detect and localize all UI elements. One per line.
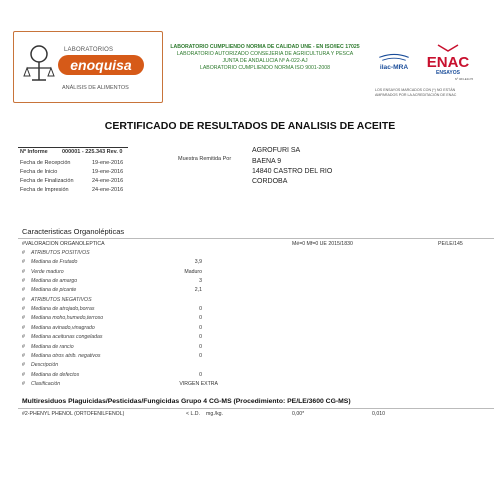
organoleptic-row-hash: #	[22, 371, 25, 378]
header-line-4: LABORATORIO CUMPLIENDO NORMA ISO 9001-2008	[199, 65, 331, 71]
organoleptic-row-label: ATRIBUTOS POSITIVOS	[31, 250, 90, 256]
sender-line-3: 14840 CASTRO DEL RIO	[252, 168, 333, 175]
organoleptic-row-hash: #	[22, 268, 25, 275]
organoleptic-row-value: 3,9	[194, 259, 202, 266]
organoleptic-row-label: Descripción	[31, 362, 59, 369]
organoleptic-row-hash: #	[22, 324, 25, 331]
organoleptic-row-label: Mediana aceitunas congeladas	[31, 334, 103, 341]
informe-underline	[18, 147, 128, 148]
organoleptic-row-label: Verde maduro	[31, 268, 64, 275]
organoleptic-row-value: 0	[199, 306, 202, 313]
pesticide-limit: 0,00*	[292, 411, 305, 417]
organoleptic-row-label: Clasificación	[31, 380, 61, 387]
organoleptic-row-value: 2,1	[194, 287, 202, 294]
organoleptic-row-hash: #	[22, 343, 25, 350]
organoleptic-row-hash: #	[22, 250, 25, 256]
organoleptic-row-hash: #	[22, 334, 25, 341]
organoleptic-header-left: #VALORACION ORGANOLEPTICA	[22, 241, 105, 247]
organoleptic-row-value: 0	[199, 324, 202, 331]
sender-line-2: BAENA 9	[252, 158, 282, 165]
organoleptic-row-hash: #	[22, 259, 25, 266]
flask-scale-icon	[22, 40, 56, 90]
svg-text:ilac-MRA: ilac-MRA	[379, 64, 409, 72]
organoleptic-row-label: Mediana de rancio	[31, 343, 74, 350]
organoleptic-row-value: Maduro	[184, 268, 202, 275]
organoleptic-row-hash: #	[22, 380, 25, 387]
date-label-impresion: Fecha de Impresión	[20, 187, 69, 193]
organoleptic-row-label: Mediana de picante	[31, 287, 77, 294]
organoleptic-row-label: Mediana de atrojado,borras	[31, 306, 95, 313]
organoleptic-header-method: Mé=0 Mf=0 UE 2015/1830	[292, 241, 353, 247]
organoleptic-row-value: 0	[199, 334, 202, 341]
organoleptic-divider	[18, 238, 494, 239]
pesticide-lod: < L.D.	[186, 411, 200, 417]
enac-logo	[420, 43, 476, 81]
date-label-inicio: Fecha de Inicio	[20, 169, 58, 175]
pesticide-name: #2-PHENYL PHENOL (ORTOFENILFENOL)	[22, 411, 125, 417]
organoleptic-row-label: Mediana de defectos	[31, 371, 80, 378]
organoleptic-row-hash: #	[22, 306, 25, 313]
organoleptic-row-hash: #	[22, 278, 25, 285]
date-value-finalizacion: 24-ene-2016	[92, 178, 124, 184]
svg-text:ENSAYOS: ENSAYOS	[436, 70, 460, 76]
date-label-recepcion: Fecha de Recepción	[20, 160, 71, 166]
organoleptic-row-hash: #	[22, 362, 25, 369]
header-line-3: JUNTA DE ANDALUCIA Nº A-022-AJ	[222, 58, 308, 64]
enac-note-line-2: AMPARADOS POR LA ACREDITACIÓN DE ENAC	[375, 93, 457, 97]
sender-line-4: CORDOBA	[252, 178, 288, 185]
organoleptic-row-value: 0	[199, 343, 202, 350]
organoleptic-row-value: 3	[199, 278, 202, 285]
date-value-inicio: 19-ene-2016	[92, 169, 124, 175]
sender-label: Muestra Remitida Por	[178, 156, 232, 162]
svg-text:Nº 46/LE1176: Nº 46/LE1176	[454, 77, 474, 81]
logo-brand: enoquisa	[58, 55, 144, 75]
organoleptic-row-value: 0	[199, 315, 202, 322]
header-line-2: LABORATORIO AUTORIZADO CONSEJERIA DE AGRICULTURA Y PESCA	[176, 51, 354, 57]
header-line-1: LABORATORIO CUMPLIENDO NORMA DE CALIDAD UNE - EN ISO/IEC 17025	[170, 44, 360, 50]
organoleptic-row-label: Mediana otros atrib. negativos	[31, 352, 101, 359]
logo-top-text: LABORATORIOS	[64, 47, 114, 53]
date-value-impresion: 24-ene-2016	[92, 187, 124, 193]
ilac-mra-logo	[368, 53, 420, 75]
organoleptic-row-hash: #	[22, 296, 25, 303]
organoleptic-row-label: Mediana de amargo	[31, 278, 78, 285]
organoleptic-row-label: ATRIBUTOS NEGATIVOS	[31, 296, 92, 303]
enac-note-line-1: LOS ENSAYOS MARCADOS CON (*) NO ESTÁN	[375, 88, 456, 92]
organoleptic-row-hash: #	[22, 352, 25, 359]
pesticide-value: 0,010	[372, 411, 385, 417]
organoleptic-row-value: 0	[199, 352, 202, 359]
organoleptic-row-label: Mediana de Frutado	[31, 259, 78, 266]
pesticides-section-title: Multiresiduos Plaguicidas/Pesticidas/Fungicidas Grupo 4 CG-MS (Procedimiento: PE/LE/3600 CG-MS)	[22, 398, 351, 405]
date-value-recepcion: 19-ene-2016	[92, 160, 124, 166]
informe-label: Nº Informe	[20, 149, 48, 155]
logo-bottom-text: ANÁLISIS DE ALIMENTOS	[62, 85, 129, 91]
date-label-finalizacion: Fecha de Finalización	[20, 178, 74, 184]
svg-text:ENAC: ENAC	[426, 54, 470, 71]
sender-line-1: AGROFURI SA	[252, 147, 301, 154]
pesticide-unit: mg./kg.	[206, 411, 224, 417]
organoleptic-row-label: Mediana avinado,vinagrado	[31, 324, 95, 331]
organoleptic-section-title: Caracteristicas Organolépticas	[22, 227, 125, 236]
organoleptic-row-hash: #	[22, 315, 25, 322]
organoleptic-row-hash: #	[22, 287, 25, 294]
organoleptic-row-value: VIRGEN EXTRA	[179, 380, 218, 387]
organoleptic-header-procedure: PE/LE/145	[438, 241, 463, 247]
organoleptic-row-label: Mediana moho,humedo,terroso	[31, 315, 104, 322]
certificate-title: CERTIFICADO DE RESULTADOS DE ANALISIS DE ACEITE	[104, 120, 396, 132]
pesticides-divider	[18, 408, 494, 409]
informe-value: 000001 - 225.343 Rev. 0	[62, 149, 123, 155]
organoleptic-row-value: 0	[199, 371, 202, 378]
